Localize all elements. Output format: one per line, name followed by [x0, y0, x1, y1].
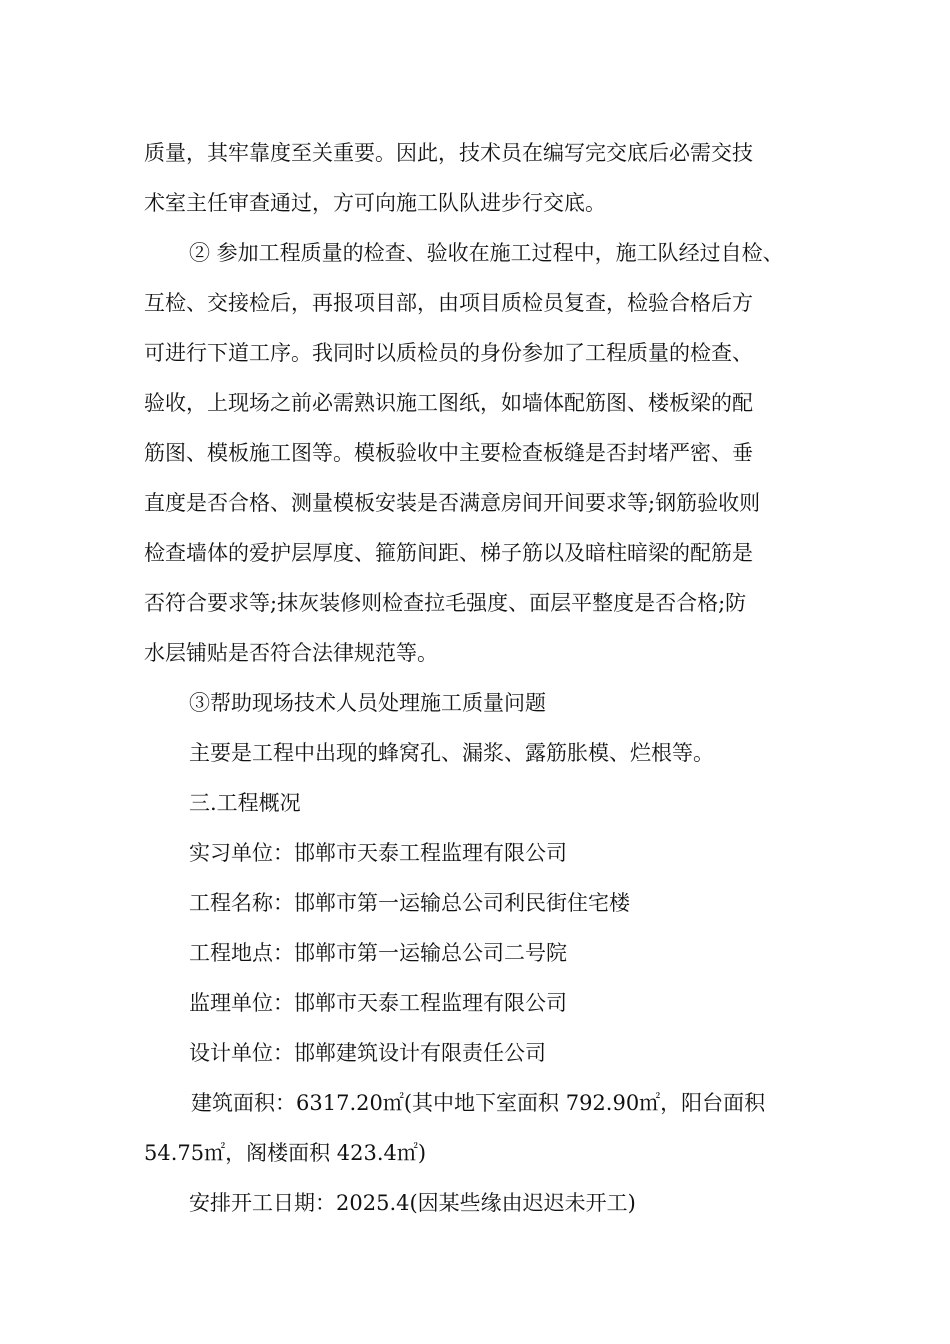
- info-line-building-area-cont: 54.75㎡，阁楼面积 423.4㎡): [144, 1141, 427, 1165]
- paragraph-line: 互检、交接检后，再报项目部，由项目质检员复查，检验合格后方: [144, 291, 753, 315]
- section-heading: 三.工程概况: [189, 791, 301, 815]
- paragraph-line: 水层铺贴是否符合法律规范等。: [144, 641, 438, 665]
- paragraph-line: 验收，上现场之前必需熟识施工图纸，如墙体配筋图、楼板梁的配: [144, 391, 753, 415]
- paragraph-line: 主要是工程中出现的蜂窝孔、漏浆、露筋胀模、烂根等。: [189, 741, 714, 765]
- info-line-design-unit: 设计单位：邯郸建筑设计有限责任公司: [189, 1041, 546, 1065]
- info-line-supervision-unit: 监理单位：邯郸市天泰工程监理有限公司: [189, 991, 567, 1015]
- paragraph-line: ② 参加工程质量的检查、验收在施工过程中，施工队经过自检、: [189, 241, 784, 265]
- document-body: [144, 128, 824, 1228]
- info-line-project-name: 工程名称：邯郸市第一运输总公司利民街住宅楼: [189, 891, 630, 915]
- paragraph-line: 否符合要求等;抹灰装修则检查拉毛强度、面层平整度是否合格;防: [144, 591, 747, 615]
- paragraph-line: 术室主任审查通过，方可向施工队队进步行交底。: [144, 191, 606, 215]
- info-line-internship-unit: 实习单位：邯郸市天泰工程监理有限公司: [189, 841, 567, 865]
- info-line-project-location: 工程地点：邯郸市第一运输总公司二号院: [189, 941, 567, 965]
- subheading: ③帮助现场技术人员处理施工质量问题: [189, 691, 546, 715]
- paragraph-line: 筋图、模板施工图等。模板验收中主要检查板缝是否封堵严密、垂: [144, 441, 753, 465]
- info-line-building-area: 建筑面积：6317.20㎡(其中地下室面积 792.90㎡，阳台面积: [191, 1091, 766, 1115]
- paragraph-line: 可进行下道工序。我同时以质检员的身份参加了工程质量的检查、: [144, 341, 753, 365]
- paragraph-line: 质量，其牢靠度至关重要。因此，技术员在编写完交底后必需交技: [144, 141, 753, 165]
- info-line-start-date: 安排开工日期：2025.4(因某些缘由迟迟未开工): [189, 1191, 636, 1215]
- paragraph-line: 直度是否合格、测量模板安装是否满意房间开间要求等;钢筋验收则: [144, 491, 761, 515]
- paragraph-line: 检查墙体的爱护层厚度、箍筋间距、梯子筋以及暗柱暗梁的配筋是: [144, 541, 753, 565]
